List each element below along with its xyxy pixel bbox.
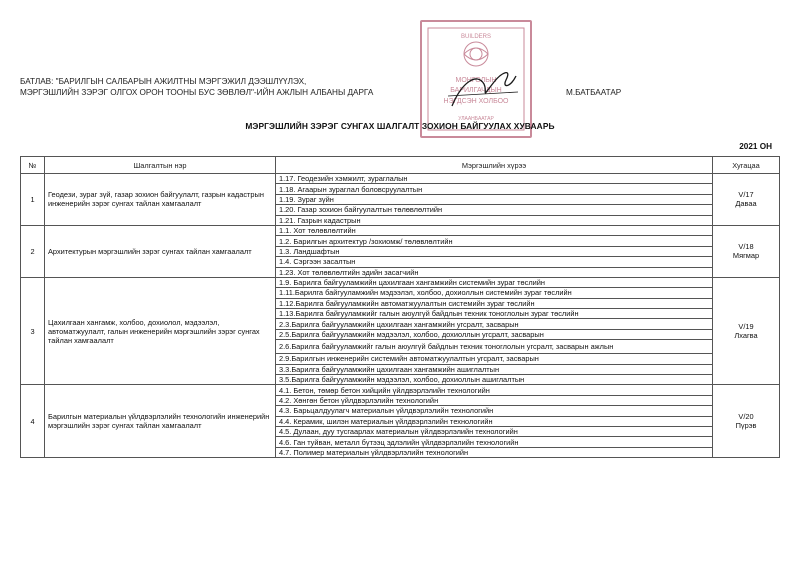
exam-date: V/18: [738, 242, 754, 252]
exam-name: Геодези, зураг зүй, газар зохион байгуулалт, газрын кадастрын инженерийн зэрэг сунгах тайлан хамгаалалт: [45, 174, 276, 226]
specialization-cell: 2.3.Барилга байгууламжийн цахилгаан хангамжийн угсралт, засварын: [276, 319, 713, 329]
exam-date-cell: [713, 277, 780, 385]
approval-line-1: БАТЛАВ: "БАРИЛГЫН САЛБАРЫН АЖИЛТНЫ МЭРГЭЖИЛ ДЭЭШЛҮҮЛЭХ,: [20, 77, 307, 86]
table-row: [21, 277, 780, 287]
signer-name: М.БАТБААТАР: [566, 88, 622, 97]
specialization-cell: 4.6. Ган туйван, металл бүтээц эдлэлийн үйлдвэрлэлийн технологийн: [276, 437, 713, 447]
exam-day: Мягмар: [732, 251, 760, 261]
table-header-row: [21, 157, 780, 174]
header-date: Хугацаа: [713, 157, 780, 174]
specialization-cell: 1.17. Геодезийн хэмжилт, зураглалын: [276, 174, 713, 184]
table-row: [21, 385, 780, 395]
stamp-line-2: БАРИЛГАЧДЫН: [450, 87, 502, 94]
exam-date: V/19: [738, 322, 754, 332]
stamp-line-4: УЛААНБААТАР: [458, 116, 494, 122]
group-number: 2: [21, 225, 45, 277]
exam-date-cell: [713, 174, 780, 226]
stamp-graphic: [422, 22, 530, 136]
exam-day: Пүрэв: [735, 421, 757, 431]
specialization-cell: 4.3. Барьцалдуулагч материалын үйлдвэрлэлийн технологийн: [276, 406, 713, 416]
document-title: МЭРГЭШЛИЙН ЗЭРЭГ СУНГАХ ШАЛГАЛТ ЗОХИОН БАЙГУУЛАХ ХУВААРЬ: [245, 121, 555, 131]
table-row: [21, 225, 780, 235]
specialization-cell: 3.5.Барилга байгууламжийн мэдээлэл, холбоо, дохиоллын ашиглалтын: [276, 375, 713, 385]
group-number: 3: [21, 277, 45, 385]
approval-block: [20, 76, 373, 98]
specialization-cell: 2.9.Барилгын инженерийн системийн автоматжуулалтын угсралт, засварын: [276, 354, 713, 364]
specialization-cell: 4.7. Полимер материалын үйлдвэрлэлийн технологийн: [276, 447, 713, 457]
specialization-cell: 1.23. Хот төлөвлөлтийн эдийн засагчийн: [276, 267, 713, 277]
specialization-cell: 1.3. Ландшафтын: [276, 246, 713, 256]
stamp-top-text: BUILDERS: [460, 34, 492, 40]
specialization-cell: 1.11.Барилга байгууламжийн мэдээлэл, холбоо, дохиоллын системийн зураг төслийн: [276, 288, 713, 298]
specialization-cell: 4.4. Керамик, шилэн материалын үйлдвэрлэлийн технологийн: [276, 416, 713, 426]
exam-date: V/17: [738, 190, 754, 200]
exam-name: Барилгын материалын үйлдвэрлэлийн технологийн инженерийн мэргэшлийн зэрэг сунгах тайлан хамгаалалт: [45, 385, 276, 458]
exam-day: Даваа: [735, 199, 757, 209]
specialization-cell: 4.1. Бетон, төмөр бетон хийцийн үйлдвэрлэлийн технологийн: [276, 385, 713, 395]
header-specialization: Мэргэшлийн хүрээ: [276, 157, 713, 174]
specialization-cell: 1.21. Газрын кадастрын: [276, 215, 713, 225]
exam-day: Лхагва: [734, 331, 758, 341]
specialization-cell: 1.4. Сэргээн засалтын: [276, 257, 713, 267]
specialization-cell: 4.2. Хөнгөн бетон үйлдвэрлэлийн технологийн: [276, 395, 713, 405]
exam-date: V/20: [738, 412, 754, 422]
specialization-cell: 1.12.Барилга байгууламжийн автоматжуулалтын системийн зураг төслийн: [276, 298, 713, 308]
specialization-cell: 1.1. Хот төлөвлөлтийн: [276, 225, 713, 235]
exam-date-cell: [713, 225, 780, 277]
document-year: 2021 ОН: [739, 142, 772, 151]
exam-schedule-table: [20, 156, 780, 458]
specialization-cell: 1.9. Барилга байгууламжийн цахилгаан хангамжийн системийн зураг төслийн: [276, 277, 713, 287]
specialization-cell: 1.18. Агаарын зураглал боловсруулалтын: [276, 184, 713, 194]
header-exam-name: Шалгалтын нэр: [45, 157, 276, 174]
specialization-cell: 3.3.Барилга байгууламжийн цахилгаан хангамжийн ашиглалтын: [276, 364, 713, 374]
exam-name: Архитектурын мэргэшлийн зэрэг сунгах тайлан хамгаалалт: [45, 225, 276, 277]
stamp-line-3: НЭГДСЭН ХОЛБОО: [443, 98, 509, 105]
exam-date-cell: [713, 385, 780, 458]
exam-name: Цахилгаан хангамж, холбоо, дохиолол, мэдээлэл, автоматжуулалт, галын инженерийн мэргэшлийн зэрэг сунгах тайлан хамгаалалт: [45, 277, 276, 385]
header-number: №: [21, 157, 45, 174]
group-number: 1: [21, 174, 45, 226]
specialization-cell: 2.6.Барилга байгууламжийг галын аюулгүй байдлын техник тоноглолын угсралт, засварын ажлын: [276, 340, 713, 354]
table-row: [21, 174, 780, 184]
specialization-cell: 2.5.Барилга байгууламжийн мэдээлэл, холбоо, дохиоллын угсралт, засварын: [276, 329, 713, 339]
group-number: 4: [21, 385, 45, 458]
approval-line-2: МЭРГЭШЛИЙН ЗЭРЭГ ОЛГОХ ОРОН ТООНЫ БУС ЗӨВЛӨЛ"-ИЙН АЖЛЫН АЛБАНЫ ДАРГА: [20, 88, 374, 97]
specialization-cell: 4.5. Дулаан, дуу тусгаарлах материалын үйлдвэрлэлийн технологийн: [276, 426, 713, 436]
specialization-cell: 1.2. Барилгын архитектур /зохиомж/ төлөвлөлтийн: [276, 236, 713, 246]
specialization-cell: 1.13.Барилга байгууламжийг галын аюулгүй байдлын техник тоноглолын зураг төслийн: [276, 309, 713, 319]
specialization-cell: 1.19. Зураг зүйн: [276, 194, 713, 204]
specialization-cell: 1.20. Газар зохион байгуулалтын төлөвлөлтийн: [276, 205, 713, 215]
stamp-line-1: МОНГОЛЫН: [455, 77, 497, 84]
